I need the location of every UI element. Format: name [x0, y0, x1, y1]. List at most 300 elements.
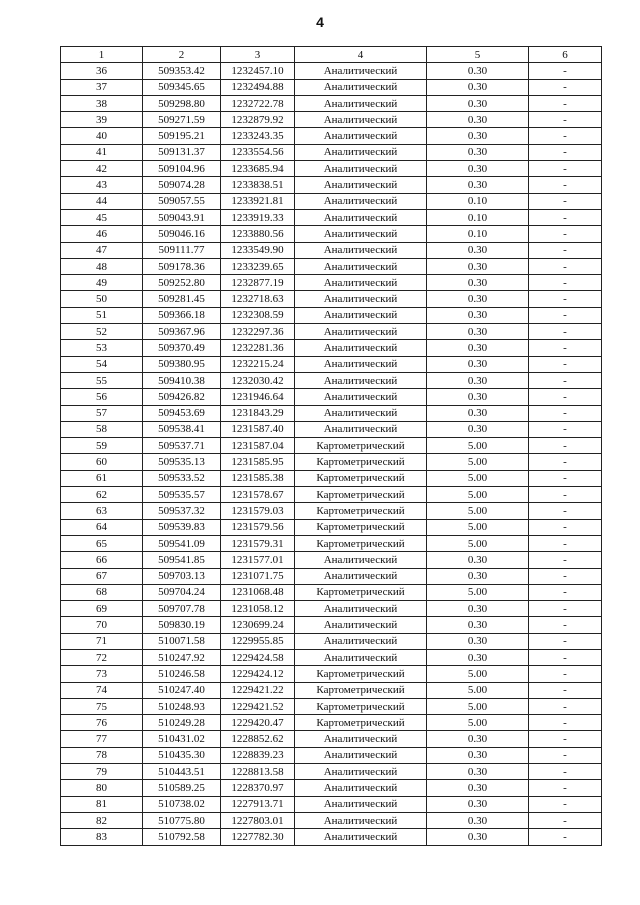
column-header-x-coordinate: 2: [143, 47, 221, 63]
table-row: [61, 307, 602, 323]
cell-accuracy: 5.00: [427, 535, 529, 551]
cell-y-coordinate: 1231587.40: [221, 421, 295, 437]
table-row: [61, 275, 602, 291]
cell-accuracy: 5.00: [427, 584, 529, 600]
table-row: [61, 633, 602, 649]
cell-y-coordinate: 1229420.47: [221, 715, 295, 731]
cell-x-coordinate: 509178.36: [143, 258, 221, 274]
cell-accuracy: 5.00: [427, 519, 529, 535]
cell-x-coordinate: 509537.71: [143, 438, 221, 454]
cell-point-number: 41: [61, 144, 143, 160]
cell-y-coordinate: 1230699.24: [221, 617, 295, 633]
cell-y-coordinate: 1231068.48: [221, 584, 295, 600]
cell-method: Аналитический: [295, 291, 427, 307]
cell-y-coordinate: 1231585.95: [221, 454, 295, 470]
cell-point-number: 77: [61, 731, 143, 747]
cell-note: -: [529, 340, 602, 356]
cell-x-coordinate: 510775.80: [143, 812, 221, 828]
cell-note: -: [529, 209, 602, 225]
table-row: [61, 470, 602, 486]
cell-point-number: 57: [61, 405, 143, 421]
cell-point-number: 68: [61, 584, 143, 600]
cell-accuracy: 0.30: [427, 731, 529, 747]
cell-y-coordinate: 1229424.12: [221, 666, 295, 682]
cell-accuracy: 0.30: [427, 79, 529, 95]
cell-note: -: [529, 161, 602, 177]
cell-point-number: 59: [61, 438, 143, 454]
cell-method: Картометрический: [295, 487, 427, 503]
cell-y-coordinate: 1228370.97: [221, 780, 295, 796]
cell-x-coordinate: 509104.96: [143, 161, 221, 177]
table-row: [61, 649, 602, 665]
cell-note: -: [529, 242, 602, 258]
cell-point-number: 49: [61, 275, 143, 291]
table-row: [61, 568, 602, 584]
table-row: [61, 552, 602, 568]
cell-accuracy: 5.00: [427, 503, 529, 519]
cell-point-number: 58: [61, 421, 143, 437]
cell-method: Картометрический: [295, 519, 427, 535]
cell-y-coordinate: 1229421.22: [221, 682, 295, 698]
cell-note: -: [529, 258, 602, 274]
cell-note: -: [529, 275, 602, 291]
table-row: [61, 535, 602, 551]
cell-point-number: 37: [61, 79, 143, 95]
cell-note: -: [529, 731, 602, 747]
cell-method: Картометрический: [295, 682, 427, 698]
table-row: [61, 584, 602, 600]
cell-method: Аналитический: [295, 95, 427, 111]
cell-x-coordinate: 509298.80: [143, 95, 221, 111]
cell-x-coordinate: 509707.78: [143, 601, 221, 617]
table-row: [61, 95, 602, 111]
page-number: 4: [316, 14, 324, 30]
cell-x-coordinate: 509426.82: [143, 389, 221, 405]
cell-accuracy: 0.30: [427, 568, 529, 584]
cell-y-coordinate: 1231579.31: [221, 535, 295, 551]
cell-note: -: [529, 617, 602, 633]
cell-point-number: 46: [61, 226, 143, 242]
cell-method: Аналитический: [295, 649, 427, 665]
cell-accuracy: 5.00: [427, 698, 529, 714]
cell-accuracy: 0.30: [427, 633, 529, 649]
table-row: [61, 764, 602, 780]
cell-method: Картометрический: [295, 503, 427, 519]
cell-y-coordinate: 1233919.33: [221, 209, 295, 225]
table-row: [61, 421, 602, 437]
cell-point-number: 50: [61, 291, 143, 307]
cell-y-coordinate: 1233685.94: [221, 161, 295, 177]
cell-accuracy: 0.30: [427, 307, 529, 323]
cell-y-coordinate: 1228839.23: [221, 747, 295, 763]
cell-accuracy: 0.30: [427, 63, 529, 79]
cell-y-coordinate: 1231585.38: [221, 470, 295, 486]
cell-method: Картометрический: [295, 535, 427, 551]
cell-y-coordinate: 1232718.63: [221, 291, 295, 307]
cell-note: -: [529, 519, 602, 535]
cell-note: -: [529, 63, 602, 79]
cell-y-coordinate: 1231071.75: [221, 568, 295, 584]
cell-note: -: [529, 144, 602, 160]
cell-x-coordinate: 510738.02: [143, 796, 221, 812]
cell-point-number: 67: [61, 568, 143, 584]
cell-method: Аналитический: [295, 764, 427, 780]
cell-x-coordinate: 509252.80: [143, 275, 221, 291]
cell-method: Аналитический: [295, 780, 427, 796]
cell-accuracy: 0.30: [427, 340, 529, 356]
cell-accuracy: 0.30: [427, 161, 529, 177]
cell-y-coordinate: 1228813.58: [221, 764, 295, 780]
cell-note: -: [529, 487, 602, 503]
cell-accuracy: 0.30: [427, 601, 529, 617]
cell-accuracy: 0.30: [427, 389, 529, 405]
cell-y-coordinate: 1233549.90: [221, 242, 295, 258]
table-row: [61, 747, 602, 763]
cell-point-number: 48: [61, 258, 143, 274]
cell-method: Аналитический: [295, 275, 427, 291]
cell-note: -: [529, 405, 602, 421]
cell-y-coordinate: 1233838.51: [221, 177, 295, 193]
cell-note: -: [529, 389, 602, 405]
table-row: [61, 242, 602, 258]
cell-accuracy: 0.30: [427, 617, 529, 633]
cell-y-coordinate: 1232030.42: [221, 372, 295, 388]
cell-point-number: 47: [61, 242, 143, 258]
cell-note: -: [529, 438, 602, 454]
cell-note: -: [529, 421, 602, 437]
cell-accuracy: 0.30: [427, 177, 529, 193]
cell-method: Аналитический: [295, 356, 427, 372]
cell-y-coordinate: 1233921.81: [221, 193, 295, 209]
cell-accuracy: 0.30: [427, 812, 529, 828]
cell-point-number: 43: [61, 177, 143, 193]
cell-y-coordinate: 1229955.85: [221, 633, 295, 649]
cell-x-coordinate: 509367.96: [143, 324, 221, 340]
cell-x-coordinate: 510792.58: [143, 829, 221, 845]
cell-y-coordinate: 1232308.59: [221, 307, 295, 323]
cell-note: -: [529, 682, 602, 698]
table-row: [61, 487, 602, 503]
table-row: [61, 161, 602, 177]
cell-y-coordinate: 1233554.56: [221, 144, 295, 160]
cell-accuracy: 0.30: [427, 112, 529, 128]
cell-method: Аналитический: [295, 633, 427, 649]
cell-y-coordinate: 1231577.01: [221, 552, 295, 568]
cell-method: Аналитический: [295, 79, 427, 95]
cell-y-coordinate: 1233880.56: [221, 226, 295, 242]
cell-note: -: [529, 715, 602, 731]
cell-note: -: [529, 356, 602, 372]
table-row: [61, 405, 602, 421]
cell-accuracy: 0.30: [427, 649, 529, 665]
cell-x-coordinate: 509195.21: [143, 128, 221, 144]
cell-accuracy: 0.30: [427, 829, 529, 845]
cell-point-number: 55: [61, 372, 143, 388]
cell-method: Аналитический: [295, 144, 427, 160]
cell-note: -: [529, 812, 602, 828]
cell-x-coordinate: 510589.25: [143, 780, 221, 796]
cell-method: Картометрический: [295, 584, 427, 600]
cell-accuracy: 5.00: [427, 470, 529, 486]
column-header-y-coordinate: 3: [221, 47, 295, 63]
cell-method: Аналитический: [295, 226, 427, 242]
cell-method: Аналитический: [295, 617, 427, 633]
cell-method: Картометрический: [295, 715, 427, 731]
cell-note: -: [529, 503, 602, 519]
table-row: [61, 63, 602, 79]
table-row: [61, 698, 602, 714]
cell-accuracy: 0.30: [427, 128, 529, 144]
cell-y-coordinate: 1232297.36: [221, 324, 295, 340]
cell-point-number: 71: [61, 633, 143, 649]
cell-method: Картометрический: [295, 666, 427, 682]
cell-note: -: [529, 372, 602, 388]
cell-point-number: 45: [61, 209, 143, 225]
cell-method: Аналитический: [295, 372, 427, 388]
cell-point-number: 52: [61, 324, 143, 340]
cell-y-coordinate: 1233239.65: [221, 258, 295, 274]
cell-y-coordinate: 1231579.03: [221, 503, 295, 519]
cell-method: Аналитический: [295, 128, 427, 144]
cell-note: -: [529, 584, 602, 600]
cell-note: -: [529, 79, 602, 95]
cell-accuracy: 5.00: [427, 487, 529, 503]
table-row: [61, 389, 602, 405]
table-row: [61, 715, 602, 731]
cell-y-coordinate: 1231058.12: [221, 601, 295, 617]
column-header-accuracy: 5: [427, 47, 529, 63]
table-row: [61, 812, 602, 828]
cell-method: Аналитический: [295, 324, 427, 340]
cell-accuracy: 0.10: [427, 209, 529, 225]
cell-point-number: 44: [61, 193, 143, 209]
column-header-method: 4: [295, 47, 427, 63]
cell-point-number: 38: [61, 95, 143, 111]
cell-point-number: 69: [61, 601, 143, 617]
cell-x-coordinate: 509131.37: [143, 144, 221, 160]
table-row: [61, 79, 602, 95]
cell-note: -: [529, 780, 602, 796]
cell-y-coordinate: 1229424.58: [221, 649, 295, 665]
cell-note: -: [529, 633, 602, 649]
cell-note: -: [529, 649, 602, 665]
cell-y-coordinate: 1232879.92: [221, 112, 295, 128]
cell-x-coordinate: 510431.02: [143, 731, 221, 747]
cell-point-number: 73: [61, 666, 143, 682]
table-row: [61, 291, 602, 307]
cell-point-number: 36: [61, 63, 143, 79]
cell-x-coordinate: 510247.40: [143, 682, 221, 698]
cell-point-number: 40: [61, 128, 143, 144]
table-row: [61, 372, 602, 388]
cell-point-number: 39: [61, 112, 143, 128]
cell-accuracy: 0.30: [427, 764, 529, 780]
cell-method: Аналитический: [295, 796, 427, 812]
cell-method: Аналитический: [295, 747, 427, 763]
cell-x-coordinate: 510249.28: [143, 715, 221, 731]
table-row: [61, 144, 602, 160]
cell-accuracy: 0.30: [427, 421, 529, 437]
cell-point-number: 76: [61, 715, 143, 731]
cell-x-coordinate: 509541.09: [143, 535, 221, 551]
cell-accuracy: 0.30: [427, 291, 529, 307]
cell-x-coordinate: 509539.83: [143, 519, 221, 535]
cell-note: -: [529, 112, 602, 128]
cell-note: -: [529, 128, 602, 144]
cell-method: Аналитический: [295, 601, 427, 617]
cell-note: -: [529, 291, 602, 307]
cell-accuracy: 0.30: [427, 552, 529, 568]
table-row: [61, 519, 602, 535]
cell-method: Аналитический: [295, 193, 427, 209]
cell-y-coordinate: 1233243.35: [221, 128, 295, 144]
cell-x-coordinate: 509535.13: [143, 454, 221, 470]
cell-accuracy: 0.30: [427, 242, 529, 258]
cell-x-coordinate: 509281.45: [143, 291, 221, 307]
cell-accuracy: 0.30: [427, 275, 529, 291]
cell-accuracy: 5.00: [427, 715, 529, 731]
cell-x-coordinate: 509453.69: [143, 405, 221, 421]
cell-y-coordinate: 1229421.52: [221, 698, 295, 714]
cell-note: -: [529, 601, 602, 617]
cell-method: Аналитический: [295, 161, 427, 177]
cell-x-coordinate: 509366.18: [143, 307, 221, 323]
cell-x-coordinate: 509043.91: [143, 209, 221, 225]
table-row: [61, 796, 602, 812]
cell-note: -: [529, 552, 602, 568]
table-body: [61, 63, 602, 845]
cell-accuracy: 0.10: [427, 193, 529, 209]
cell-method: Аналитический: [295, 829, 427, 845]
cell-y-coordinate: 1227782.30: [221, 829, 295, 845]
table-row: [61, 340, 602, 356]
cell-accuracy: 0.30: [427, 372, 529, 388]
cell-x-coordinate: 509703.13: [143, 568, 221, 584]
cell-x-coordinate: 509830.19: [143, 617, 221, 633]
cell-x-coordinate: 509057.55: [143, 193, 221, 209]
cell-x-coordinate: 510443.51: [143, 764, 221, 780]
table-row: [61, 682, 602, 698]
table-header: [61, 47, 602, 63]
cell-accuracy: 0.30: [427, 258, 529, 274]
cell-y-coordinate: 1231946.64: [221, 389, 295, 405]
cell-y-coordinate: 1232877.19: [221, 275, 295, 291]
cell-note: -: [529, 764, 602, 780]
cell-note: -: [529, 226, 602, 242]
table-row: [61, 617, 602, 633]
cell-point-number: 61: [61, 470, 143, 486]
cell-x-coordinate: 509380.95: [143, 356, 221, 372]
cell-method: Аналитический: [295, 552, 427, 568]
cell-point-number: 83: [61, 829, 143, 845]
cell-y-coordinate: 1232281.36: [221, 340, 295, 356]
cell-point-number: 81: [61, 796, 143, 812]
cell-point-number: 63: [61, 503, 143, 519]
cell-accuracy: 0.30: [427, 356, 529, 372]
table-row: [61, 438, 602, 454]
cell-accuracy: 0.30: [427, 796, 529, 812]
cell-accuracy: 5.00: [427, 438, 529, 454]
cell-x-coordinate: 509533.52: [143, 470, 221, 486]
cell-note: -: [529, 193, 602, 209]
table-row: [61, 258, 602, 274]
column-header-note: 6: [529, 47, 602, 63]
cell-x-coordinate: 509537.32: [143, 503, 221, 519]
cell-method: Аналитический: [295, 258, 427, 274]
cell-point-number: 82: [61, 812, 143, 828]
cell-accuracy: 0.30: [427, 95, 529, 111]
cell-point-number: 75: [61, 698, 143, 714]
table-row: [61, 666, 602, 682]
cell-x-coordinate: 509538.41: [143, 421, 221, 437]
cell-note: -: [529, 829, 602, 845]
cell-method: Картометрический: [295, 454, 427, 470]
cell-method: Аналитический: [295, 421, 427, 437]
cell-y-coordinate: 1232722.78: [221, 95, 295, 111]
table-row: [61, 731, 602, 747]
cell-method: Аналитический: [295, 340, 427, 356]
table-row: [61, 209, 602, 225]
cell-x-coordinate: 510071.58: [143, 633, 221, 649]
cell-accuracy: 5.00: [427, 682, 529, 698]
cell-accuracy: 0.30: [427, 747, 529, 763]
table-row: [61, 503, 602, 519]
cell-point-number: 66: [61, 552, 143, 568]
table-row: [61, 128, 602, 144]
table-row: [61, 601, 602, 617]
cell-y-coordinate: 1227913.71: [221, 796, 295, 812]
table-row: [61, 177, 602, 193]
cell-y-coordinate: 1232457.10: [221, 63, 295, 79]
cell-point-number: 80: [61, 780, 143, 796]
cell-x-coordinate: 509111.77: [143, 242, 221, 258]
cell-point-number: 53: [61, 340, 143, 356]
cell-note: -: [529, 666, 602, 682]
cell-method: Аналитический: [295, 812, 427, 828]
cell-point-number: 64: [61, 519, 143, 535]
table-row: [61, 112, 602, 128]
cell-method: Аналитический: [295, 405, 427, 421]
cell-method: Аналитический: [295, 63, 427, 79]
cell-x-coordinate: 509074.28: [143, 177, 221, 193]
cell-point-number: 79: [61, 764, 143, 780]
cell-method: Картометрический: [295, 438, 427, 454]
table-row: [61, 324, 602, 340]
cell-method: Картометрический: [295, 698, 427, 714]
cell-point-number: 51: [61, 307, 143, 323]
cell-y-coordinate: 1227803.01: [221, 812, 295, 828]
cell-x-coordinate: 509046.16: [143, 226, 221, 242]
cell-method: Аналитический: [295, 389, 427, 405]
table-row: [61, 454, 602, 470]
cell-x-coordinate: 509271.59: [143, 112, 221, 128]
cell-accuracy: 0.30: [427, 324, 529, 340]
cell-note: -: [529, 568, 602, 584]
cell-x-coordinate: 510435.30: [143, 747, 221, 763]
cell-note: -: [529, 747, 602, 763]
table-row: [61, 356, 602, 372]
cell-note: -: [529, 95, 602, 111]
cell-x-coordinate: 510246.58: [143, 666, 221, 682]
table-row: [61, 780, 602, 796]
header-row: [61, 47, 602, 63]
cell-x-coordinate: 509541.85: [143, 552, 221, 568]
table-row: [61, 226, 602, 242]
cell-note: -: [529, 535, 602, 551]
cell-point-number: 56: [61, 389, 143, 405]
cell-point-number: 70: [61, 617, 143, 633]
column-header-point-number: 1: [61, 47, 143, 63]
